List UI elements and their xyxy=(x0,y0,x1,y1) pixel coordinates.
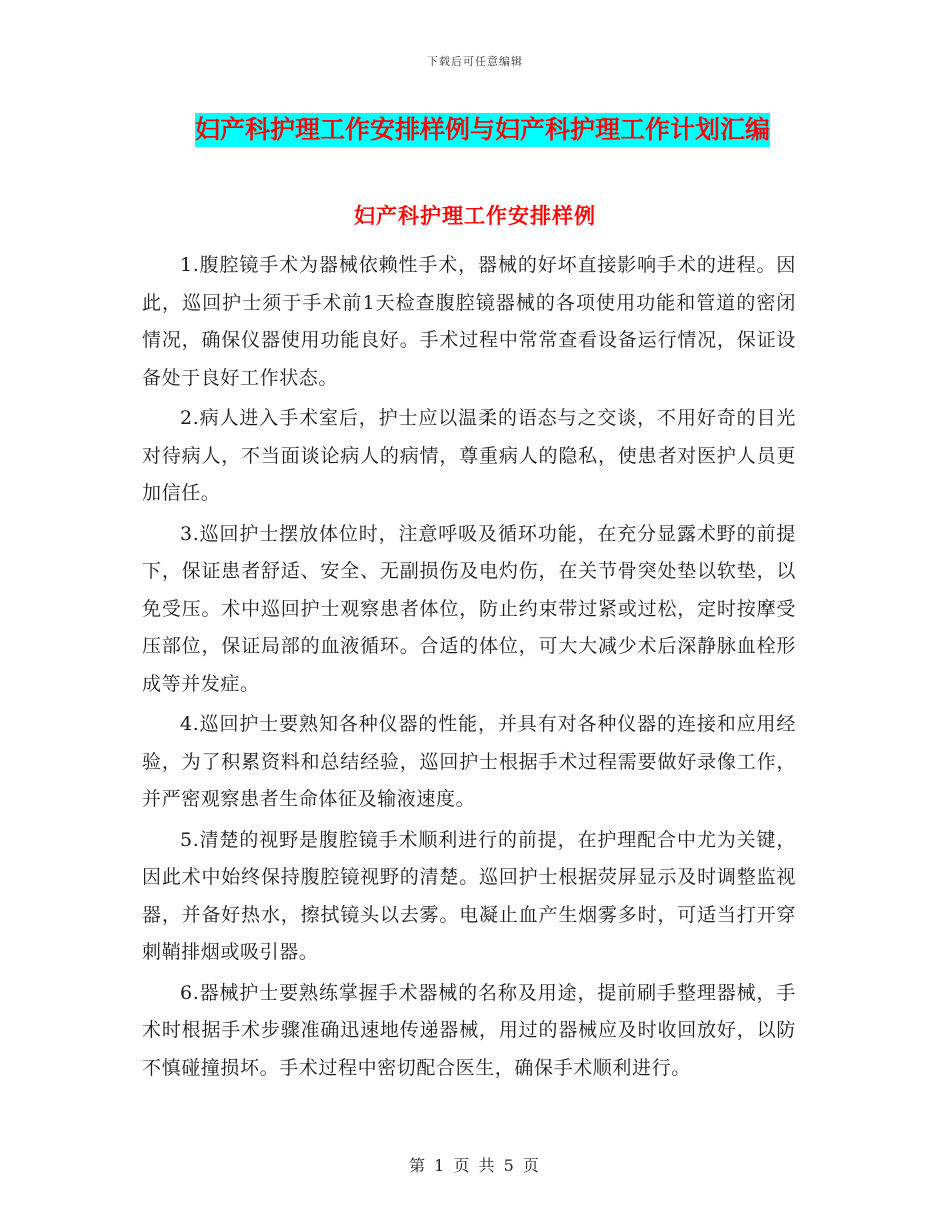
paragraph: 6.器械护士要熟练掌握手术器械的名称及用途，提前刷手整理器械，手术时根据手术步骤准确迅速地传递器械，用过的器械应及时收回放好，以防不慎碰撞损坏。手术过程中密切配合医生，确保手术顺利进行。 xyxy=(142,981,796,1079)
page-header-note: 下载后可任意编辑 xyxy=(427,55,523,68)
document-body xyxy=(142,247,796,1090)
main-title: 妇产科护理工作安排样例与妇产科护理工作计划汇编 xyxy=(195,113,770,147)
paragraph: 4.巡回护士要熟知各种仪器的性能，并具有对各种仪器的连接和应用经验，为了积累资料和总结经验，巡回护士根据手术过程需要做好录像工作，并严密观察患者生命体征及输液速度。 xyxy=(142,713,796,810)
paragraph: 2.病人进入手术室后，护士应以温柔的语态与之交谈，不用好奇的目光对待病人，不当面谈论病人的病情，尊重病人的隐私，使患者对医护人员更加信任。 xyxy=(142,407,796,504)
paragraph: 1.腹腔镜手术为器械依赖性手术，器械的好坏直接影响手术的进程。因此，巡回护士须于手术前1天检查腹腔镜器械的各项使用功能和管道的密闭情况，确保仪器使用功能良好。手术过程中常常查看设备运行情况，保证设备处于良好工作状态。 xyxy=(142,254,796,389)
page-footer: 第 1 页 共 5 页 xyxy=(409,1156,541,1175)
paragraph: 5.清楚的视野是腹腔镜手术顺利进行的前提，在护理配合中尤为关键，因此术中始终保持腹腔镜视野的清楚。巡回护士根据荧屏显示及时调整监视器，并备好热水，擦拭镜头以去雾。电凝止血产生烟雾多时，可适当打开穿刺鞘排烟或吸引器。 xyxy=(142,828,796,963)
paragraph: 3.巡回护士摆放体位时，注意呼吸及循环功能，在充分显露术野的前提下，保证患者舒适、安全、无副损伤及电灼伤，在关节骨突处垫以软垫，以免受压。术中巡回护士观察患者体位，防止约束带过紧或过松，定时按摩受压部位，保证局部的血液循环。合适的体位，可大大减少术后深静脉血栓形成等并发症。 xyxy=(142,522,796,695)
main-title-container xyxy=(195,113,802,147)
section-title: 妇产科护理工作安排样例 xyxy=(354,203,596,228)
